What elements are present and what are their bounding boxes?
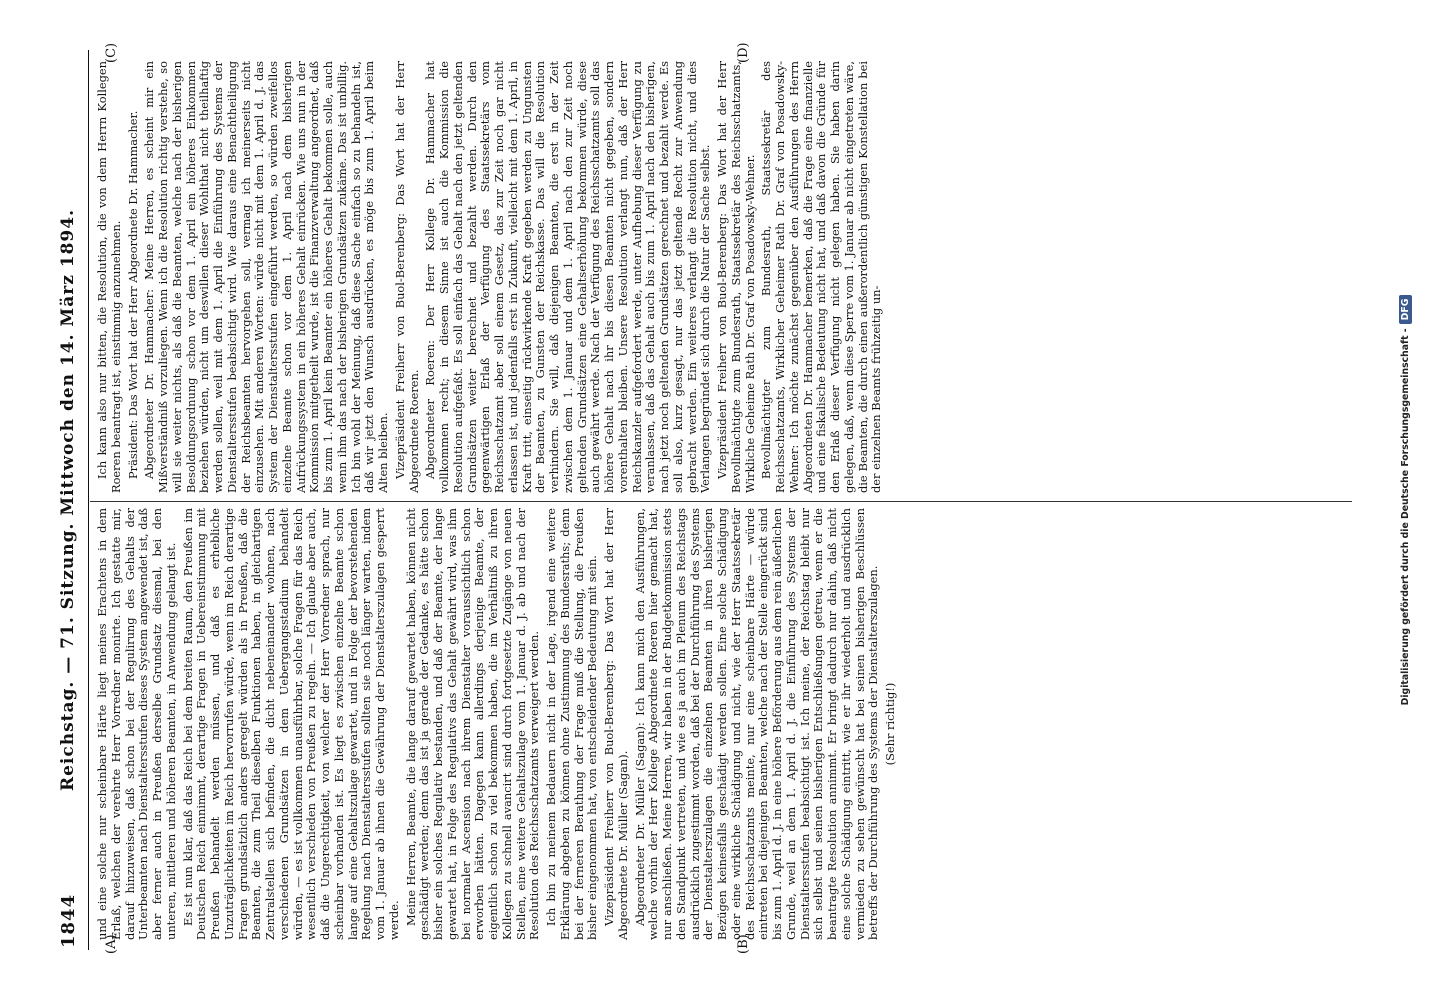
- dfg-logo: DFG: [1399, 295, 1412, 325]
- right-column: [96, 61, 887, 493]
- left-column: [96, 508, 901, 940]
- page-header: [48, 50, 89, 950]
- paragraph: Meine Herren, Beamte, die lange darauf gewartet haben, können nicht geschädigt werden; denn das ist ja gerade der Gedanke, es hätte schon bisher ein solches Regulativ bestanden, und daß der Beamte, der lange gewartet hat, in Folge des Regulativs das Gehalt gewährt wird, was ihm bei normaler Ascension nach ihrem Dienstalter voraussichtlich schon erworben hätten. Dagegen kann allerdings derjenige Beamte, der eigentlich schon zu viel bekommen haben, die im Verhältniß zu ihren Kollegen zu schnell avancirt sind durch fortgesetzte Zugänge von neuen Stellen, eine weitere Gehaltszulage vom 1. Januar d. J. ab und nach der Resolution des Reichsschatzamts verweigert werden.: [403, 508, 542, 940]
- column-divider: [90, 501, 1352, 502]
- margin-mark-d: (D): [736, 42, 751, 63]
- paragraph: Abgeordneter Dr. Hammacher: Meine Herren, es scheint mir ein Mißverständniß vorzuliegen. Wenn ich die Resolution richtig verstehe, so will sie weiter nichts, als daß die Beamten, welche nach der bisherigen Besoldungsordnung schon vor dem 1. April ein höheres Einkommen beziehen würden, nicht um deswillen dieser Wohlthat nicht theilhaftig werden sollen, weil mit dem 1. April die Einführung des Systems der Dienstaltersstufen beabsichtigt wird. Wie daraus eine Benachtheiligung der Reichsbeamten hervorgehen soll, vermag ich meinerseits nicht einzusehen. Mit anderen Worten: würde nicht mit dem 1. April d. J. das System der Dienstaltersstufen eingeführt werden, so würden zweifellos einzelne Beamte schon vor dem 1. April nach dem bisherigen Aufrückungssystem in ein höheres Gehalt einrücken. Wie uns nun in der Kommission mitgetheilt wurde, ist die Finanzverwaltung angeordnet, daß bis zum 1. April kein Beamter ein höheres Gehalt bekommen solle, auch wenn ihm das nach der bisherigen Grundsätzen zukäme. Das ist unbillig. Ich bin wohl der Meinung, daß diese Sache einfach so zu behandeln ist, daß wir jetzt den Wunsch ausdrücken, es möge bis zum 1. April beim Alten bleiben.: [142, 61, 390, 493]
- digitization-credit: [1399, 0, 1412, 1000]
- paragraph: Ich kann also nur bitten, die Resolution, die von dem Herrn Kollegen Roeren beantragt ist, einstimmig anzunehmen.: [95, 61, 123, 493]
- paragraph: Vizepräsident Freiherr von Buol-Berenberg: Das Wort hat der Herr Abgeordnete Roeren.: [392, 61, 421, 493]
- credit-text: Digitalisierung gefördert durch die Deutsche Forschungsgemeinschaft -: [1400, 328, 1411, 706]
- page-title: Reichstag. — 71. Sitzung. Mittwoch den 14. März 1894.: [58, 208, 78, 792]
- paragraph: Präsident: Das Wort hat der Herr Abgeordnete Dr. Hammacher.: [125, 110, 140, 479]
- margin-mark-a: (A): [104, 934, 119, 954]
- paragraph: und eine solche nur scheinbare Härte liegt meines Erachtens in dem Erlaß, welchen der verehrte Herr Vorredner monirte. Ich gestatte mir, darauf hinzuweisen, daß schon bei der Regulirung des Gehalts der Unterbeamten nach Dienstaltersstufen dieses System angewendet ist, daß aber ferner auch in Preußen derselbe Grundsatz diesmal, bei den unteren, mittleren und höheren Beamten, in Anwendung gelangt ist.: [95, 508, 178, 940]
- page-number: 1844: [58, 893, 79, 948]
- paragraph: Vizepräsident Freiherr von Buol-Berenberg: Das Wort hat der Herr Abgeordnete Dr. Müller (Sagan).: [602, 508, 630, 940]
- margin-mark-c: (C): [104, 42, 119, 63]
- paragraph: Abgeordneter Roeren: Der Herr Kollege Dr. Hammacher hat vollkommen recht; in diesem Sinne ist auch die Kommission die Resolution aufgefaßt. Es soll einfach das Gehalt nach den jetzt geltenden Grundsätzen weiter berechnet und bezahlt werden. Durch den gegenwärtigen Erlaß der Verfügung des Staatssekretärs vom Reichsschatzamt aber soll einem Gesetz, das zur Zeit noch gar nicht erlassen ist, und jedenfalls erst in Zukunft, vielleicht mit dem 1. April, in Kraft tritt, einseitig rückwirkende Kraft gegeben werden zu Ungunsten der Beamten, zu Gunsten der Reichskasse. Das will die Resolution verhindern. Sie will, daß diejenigen Beamten, die erst in der Zeit zwischen dem 1. Januar und dem 1. April nach den zur Zeit noch geltenden Grundsätzen eine Gehaltserhöhung bekommen würde, diese auch gewährt werde. Nach der Verfügung des Reichsschatzamts soll das höhere Gehalt nach ihr bis diesen Beamten nicht gegeben, sondern vorenthalten bleiben. Unsere Resolution verlangt nun, daß der Herr Reichskanzler aufgefordert werde, unter Aufhebung dieser Verfügung zu veranlassen, daß das Gehalt auch bis zum 1. April nach den bisherigen, nach jetzt noch geltenden Grundsätzen gerechnet und bezahlt werde. Es soll also, kurz gesagt, nur das jetzt geltende Recht zur Anwendung gebracht werden. Ein weiteres verlangt die Resolution nicht, und dies Verlangen begründet sich durch die Natur der Sache selbst.: [423, 61, 713, 493]
- paragraph: Es ist nun klar, daß das Reich bei dem breiten Raum, den Preußen im Deutschen Reich einnimmt, derartige Fragen in Uebereinstimmung mit Preußen behandelt werden müssen, und daß es erhebliche Unzuträglichkeiten im Reich hervorrufen würde, wenn im Reich derartige Fragen grundsätzlich anders geregelt würden als in Preußen, daß die Beamten, die zum Theil dieselben Funktionen haben, in gleichartigen Zentralstellen sich befinden, die dicht nebeneinander wohnen, nach verschiedenen Grundsätzen in dem Uebergangsstadium behandelt würden, — es ist vollkommen unausführbar, solche Fragen für das Reich wesentlich verschieden von Preußen zu regeln. — Ich glaube aber auch, daß die Ungerechtigkeit, von welcher der Herr Vorredner sprach, nur scheinbar vorhanden ist. Es liegt es zwischen einzelne Beamte schon lange auf eine Gehaltszulage gewartet, und in Folge der bevorstehenden Regelung nach Dienstaltersstufen sollten sie noch länger warten, indem vom 1. Januar ab ihnen die Gewährung der Dienstalterszulagen gesperrt werde.: [180, 508, 401, 940]
- paragraph: Abgeordneter Dr. Müller (Sagan): Ich kann mich den Ausführungen, welche vorhin der Herr Kollege Abgeordnete Roeren hier gemacht hat, nur anschließen. Meine Herren, wir haben in der Budgetkommission stets den Standpunkt vertreten, und wie es ja auch im Plenum des Reichstags ausdrücklich zugestimmt worden, daß bei der Durchführung des Systems der Dienstalterszulagen die einzelnen Beamten in ihren bisherigen Bezügen keinesfalls geschädigt werden sollen. Eine solche Schädigung oder eine wirkliche Schädigung und nicht, wie der Herr Staatssekretär des Reichsschatzamts meinte, nur eine scheinbare Härte — würde eintreten bei diejenigen Beamten, welche nach der Stelle eingerückt sind bis zum 1. April d. J. in eine höhere Beförderung aus dem rein äußerlichen Grunde, weil an dem 1. April d. J. die Einführung des Systems der Dienstaltersstufen beabsichtigt ist. Ich meine, der Reichstag bleibt nur sich selbst und seinen bisherigen Entschließungen getreu, wenn er die beantragte Resolution annimmt. Er bringt dadurch nur dahin, daß nicht eine solche Schädigung eintritt, wie er ihr wiederholt und ausdrücklich vermieden zu sehen gewünscht hat bei seinen bisherigen Beschlüssen betreffs der Durchführung des Systems der Dienstalterszulagen.: [632, 508, 881, 940]
- paragraph: Bevollmächtigter zum Bundesrath, Staatssekretär des Reichsschatzamts, Wirklicher Geheimer Rath Dr. Graf von Posadowsky-Wehner: Ich möchte zunächst gegenüber den Ausführungen des Herrn Abgeordneten Dr. Hammacher bemerken, daß die Frage eine finanzielle und eine fiskalische Bedeutung nicht hat, und daß davon die Gründe für den Erlaß dieser Verfügung nicht gelegen haben. Sie haben darin gelegen, daß, wenn diese Sperre vom 1. Januar ab nicht eingetreten wäre, die Beamten, die durch einen außerordentlich günstigen Konstellation bei der einzelnen Beamts frühzeitig un-: [759, 61, 884, 493]
- paragraph: (Sehr richtig!): [883, 682, 897, 766]
- paragraph: Vizepräsident Freiherr von Buol-Berenberg: Das Wort hat der Herr Bevollmächtigte zum Bundesrath, Staatssekretär des Reichsschatzamts, Wirkliche Geheime Rath Dr. Graf von Posadowsky-Wehner.: [715, 61, 757, 493]
- paragraph: Ich bin zu meinem Bedauern nicht in der Lage, irgend eine weitere Erklärung abgeben zu können ohne Zustimmung des Bundesraths; denn bei der ferneren Berathung der Frage muß die Stellung, die Preußen bisher eingenommen hat, von entscheidender Bedeutung mit sein.: [544, 508, 600, 940]
- margin-mark-b: (B): [736, 934, 751, 954]
